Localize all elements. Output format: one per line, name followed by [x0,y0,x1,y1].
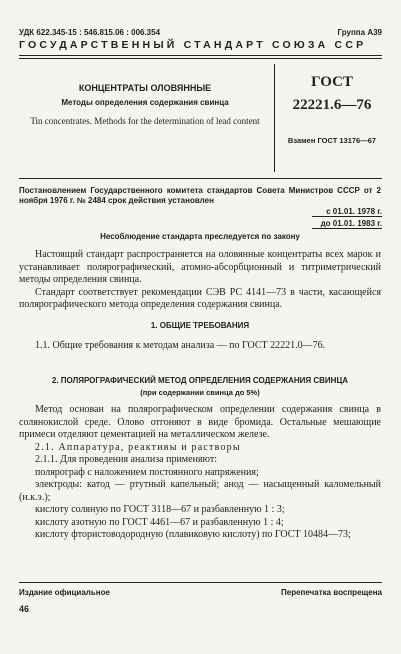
udc-code: УДК 622.345-15 : 546.815.06 : 006.354 [19,28,161,37]
list-item: кислоту фтористоводородную (плавиковую кислоту) по ГОСТ 10484—73; [35,529,351,540]
validity-from: с 01.01. 1978 г. [326,207,382,216]
reprint-prohibited-label: Перепечатка воспрещена [281,588,382,597]
decree-text: Постановлением Государственного комитета стандартов Совета Министров СССР от 2 ноября 1976 г. № 2484 срок действия установлен [19,186,381,205]
gost-label: ГОСТ [311,74,353,90]
replaces-note: Взамен ГОСТ 13176—67 [287,136,377,145]
footer-rule [19,582,382,583]
section-2-subheading: (при содержании свинца до 5%) [140,388,260,397]
validity-from-underline [312,216,382,217]
list-item: кислоту азотную по ГОСТ 4461—67 и разбавленную 1 : 4; [35,516,284,528]
document-title: КОНЦЕНТРАТЫ ОЛОВЯННЫЕ [78,83,212,93]
title-divider [274,64,275,172]
apparatus-heading: 2.1. Аппаратура, реактивы и растворы [35,441,241,453]
intro-paragraph-2: Стандарт соответствует рекомендации СЭВ РС 4141—73 в части, касающейся полярографического метода определения содержания свинца. [19,286,381,310]
section-1-body [19,340,381,353]
validity-to: до 01.01. 1983 г. [320,219,382,228]
list-item: полярограф с наложением постоянного напряжения; [35,466,259,478]
method-paragraph: Метод основан на полярографическом определении содержания свинца в солянокислой среде. Олово отгоняют в виде бромида. Остальные мешающие примеси отделяют цементацией на металлическом железе. [19,404,381,440]
list-item: электроды: катод — ртутный капельный; анод — насыщенный каломельный (н.к.э.); [19,479,381,503]
section-2-heading: 2. ПОЛЯРОГРАФИЧЕСКИЙ МЕТОД ОПРЕДЕЛЕНИЯ СОДЕРЖАНИЯ СВИНЦА [51,376,349,385]
title-block-rule [19,178,382,179]
header-rule-thin [19,58,382,59]
document-subtitle: Методы определения содержания свинца [61,98,229,107]
intro-section [19,249,381,312]
intro-paragraph-1: Настоящий стандарт распространяется на оловянные концентраты всех марок и устанавливает полярографический, атомно-абсорбционный и титриметрический методы определения свинца. [19,249,381,285]
validity-to-underline [312,228,382,229]
apparatus-intro: 2.1.1. Для проведения анализа применяют: [35,454,218,465]
english-title: Tin concentrates. Methods for the determination of lead content [30,116,260,126]
legal-warning: Несоблюдение стандарта преследуется по закону [100,232,300,241]
section-2-body [19,404,381,542]
section-1-heading: 1. ОБЩИЕ ТРЕБОВАНИЯ [150,321,250,330]
gost-number: 22221.6—76 [292,97,372,113]
official-edition-label: Издание официальное [19,588,110,597]
page-number: 46 [19,604,30,614]
header-rule [19,55,382,56]
standard-header: ГОСУДАРСТВЕННЫЙ СТАНДАРТ СОЮЗА ССР [19,39,367,51]
group-code: Группа А39 [337,28,382,37]
list-item: кислоту соляную по ГОСТ 3118—67 и разбавленную 1 : 3; [35,504,285,515]
section-1-paragraph: 1.1. Общие требования к методам анализа — по ГОСТ 22221.0—76. [35,340,326,351]
